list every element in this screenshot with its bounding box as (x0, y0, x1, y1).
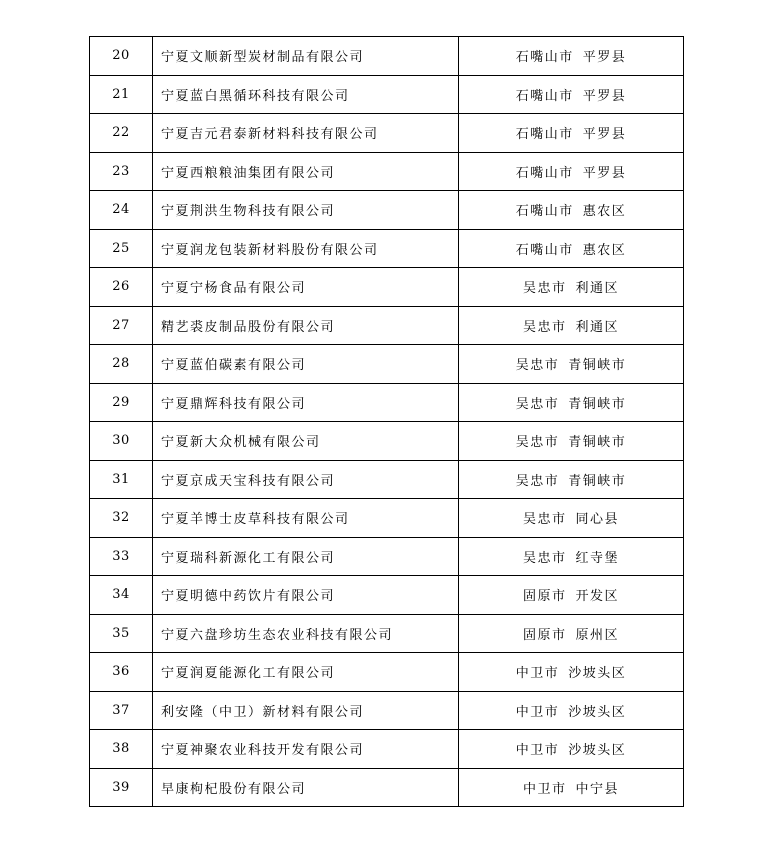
company-name: 宁夏六盘珍坊生态农业科技有限公司 (153, 614, 459, 653)
company-name: 宁夏京成天宝科技有限公司 (153, 460, 459, 499)
location-district: 平罗县 (582, 165, 627, 181)
location-city: 石嘴山市 (515, 50, 574, 66)
row-number: 25 (90, 229, 153, 268)
row-number: 34 (90, 576, 153, 615)
company-name: 宁夏宁杨食品有限公司 (153, 268, 459, 307)
row-number: 23 (90, 152, 153, 191)
location (459, 460, 684, 499)
location-city: 石嘴山市 (515, 127, 574, 143)
location-city: 吴忠市 (515, 435, 560, 451)
table-row (90, 114, 684, 153)
row-number: 31 (90, 460, 153, 499)
location-district: 红寺堡 (575, 550, 620, 566)
company-name: 利安隆（中卫）新材料有限公司 (153, 691, 459, 730)
company-name: 宁夏吉元君泰新材料科技有限公司 (153, 114, 459, 153)
table-row (90, 422, 684, 461)
location (459, 268, 684, 307)
company-name: 早康枸杞股份有限公司 (153, 768, 459, 807)
row-number: 33 (90, 537, 153, 576)
location-city: 中卫市 (515, 666, 560, 682)
location (459, 653, 684, 692)
table-row (90, 268, 684, 307)
location-city: 吴忠市 (522, 550, 567, 566)
company-name: 宁夏文顺新型炭材制品有限公司 (153, 37, 459, 76)
company-name: 宁夏蓝白黑循环科技有限公司 (153, 75, 459, 114)
row-number: 36 (90, 653, 153, 692)
location (459, 576, 684, 615)
location-city: 石嘴山市 (515, 88, 574, 104)
location-city: 固原市 (522, 589, 567, 605)
row-number: 21 (90, 75, 153, 114)
location-city: 吴忠市 (515, 473, 560, 489)
location-city: 中卫市 (515, 704, 560, 720)
table-row (90, 537, 684, 576)
company-name: 宁夏明德中药饮片有限公司 (153, 576, 459, 615)
row-number: 30 (90, 422, 153, 461)
table-row (90, 345, 684, 384)
table-row (90, 191, 684, 230)
table-row (90, 691, 684, 730)
company-name: 宁夏瑞科新源化工有限公司 (153, 537, 459, 576)
location-city: 石嘴山市 (515, 242, 574, 258)
location-district: 沙坡头区 (568, 666, 627, 682)
location (459, 768, 684, 807)
company-name: 宁夏荆洪生物科技有限公司 (153, 191, 459, 230)
location-city: 石嘴山市 (515, 165, 574, 181)
location (459, 499, 684, 538)
table-row (90, 614, 684, 653)
location-district: 沙坡头区 (568, 704, 627, 720)
location (459, 691, 684, 730)
row-number: 26 (90, 268, 153, 307)
location-district: 同心县 (575, 512, 620, 528)
row-number: 28 (90, 345, 153, 384)
location (459, 537, 684, 576)
table-row (90, 152, 684, 191)
location (459, 152, 684, 191)
row-number: 37 (90, 691, 153, 730)
location (459, 306, 684, 345)
row-number: 22 (90, 114, 153, 153)
table-row (90, 730, 684, 769)
location-district: 开发区 (575, 589, 620, 605)
enterprise-table-container (89, 36, 673, 807)
location-city: 吴忠市 (515, 396, 560, 412)
row-number: 38 (90, 730, 153, 769)
location (459, 730, 684, 769)
company-name: 宁夏羊博士皮草科技有限公司 (153, 499, 459, 538)
location-city: 吴忠市 (522, 281, 567, 297)
location-district: 原州区 (575, 627, 620, 643)
enterprise-table (89, 36, 684, 807)
enterprise-table-body (90, 37, 684, 807)
row-number: 27 (90, 306, 153, 345)
row-number: 35 (90, 614, 153, 653)
table-row (90, 576, 684, 615)
table-row (90, 768, 684, 807)
location (459, 345, 684, 384)
table-row (90, 75, 684, 114)
company-name: 精艺裘皮制品股份有限公司 (153, 306, 459, 345)
company-name: 宁夏神聚农业科技开发有限公司 (153, 730, 459, 769)
company-name: 宁夏润龙包装新材料股份有限公司 (153, 229, 459, 268)
location-city: 石嘴山市 (515, 204, 574, 220)
company-name: 宁夏新大众机械有限公司 (153, 422, 459, 461)
location-city: 吴忠市 (522, 512, 567, 528)
location-district: 平罗县 (582, 88, 627, 104)
company-name: 宁夏鼎辉科技有限公司 (153, 383, 459, 422)
location (459, 191, 684, 230)
location-district: 青铜峡市 (568, 473, 627, 489)
location-city: 中卫市 (522, 781, 567, 797)
row-number: 39 (90, 768, 153, 807)
location-district: 平罗县 (582, 50, 627, 66)
table-row (90, 37, 684, 76)
location-district: 惠农区 (582, 204, 627, 220)
location-city: 中卫市 (515, 743, 560, 759)
location (459, 75, 684, 114)
location (459, 37, 684, 76)
location-district: 青铜峡市 (568, 358, 627, 374)
location-city: 固原市 (522, 627, 567, 643)
location-district: 青铜峡市 (568, 435, 627, 451)
location-district: 惠农区 (582, 242, 627, 258)
location (459, 114, 684, 153)
location (459, 422, 684, 461)
table-row (90, 383, 684, 422)
location-district: 利通区 (575, 319, 620, 335)
location-district: 利通区 (575, 281, 620, 297)
location-district: 沙坡头区 (568, 743, 627, 759)
table-row (90, 653, 684, 692)
table-row (90, 229, 684, 268)
location (459, 229, 684, 268)
row-number: 20 (90, 37, 153, 76)
table-row (90, 306, 684, 345)
row-number: 32 (90, 499, 153, 538)
company-name: 宁夏西粮粮油集团有限公司 (153, 152, 459, 191)
location-city: 吴忠市 (522, 319, 567, 335)
location (459, 383, 684, 422)
row-number: 24 (90, 191, 153, 230)
location-city: 吴忠市 (515, 358, 560, 374)
company-name: 宁夏蓝伯碳素有限公司 (153, 345, 459, 384)
location-district: 平罗县 (582, 127, 627, 143)
table-row (90, 460, 684, 499)
row-number: 29 (90, 383, 153, 422)
location (459, 614, 684, 653)
location-district: 青铜峡市 (568, 396, 627, 412)
table-row (90, 499, 684, 538)
location-district: 中宁县 (575, 781, 620, 797)
company-name: 宁夏润夏能源化工有限公司 (153, 653, 459, 692)
